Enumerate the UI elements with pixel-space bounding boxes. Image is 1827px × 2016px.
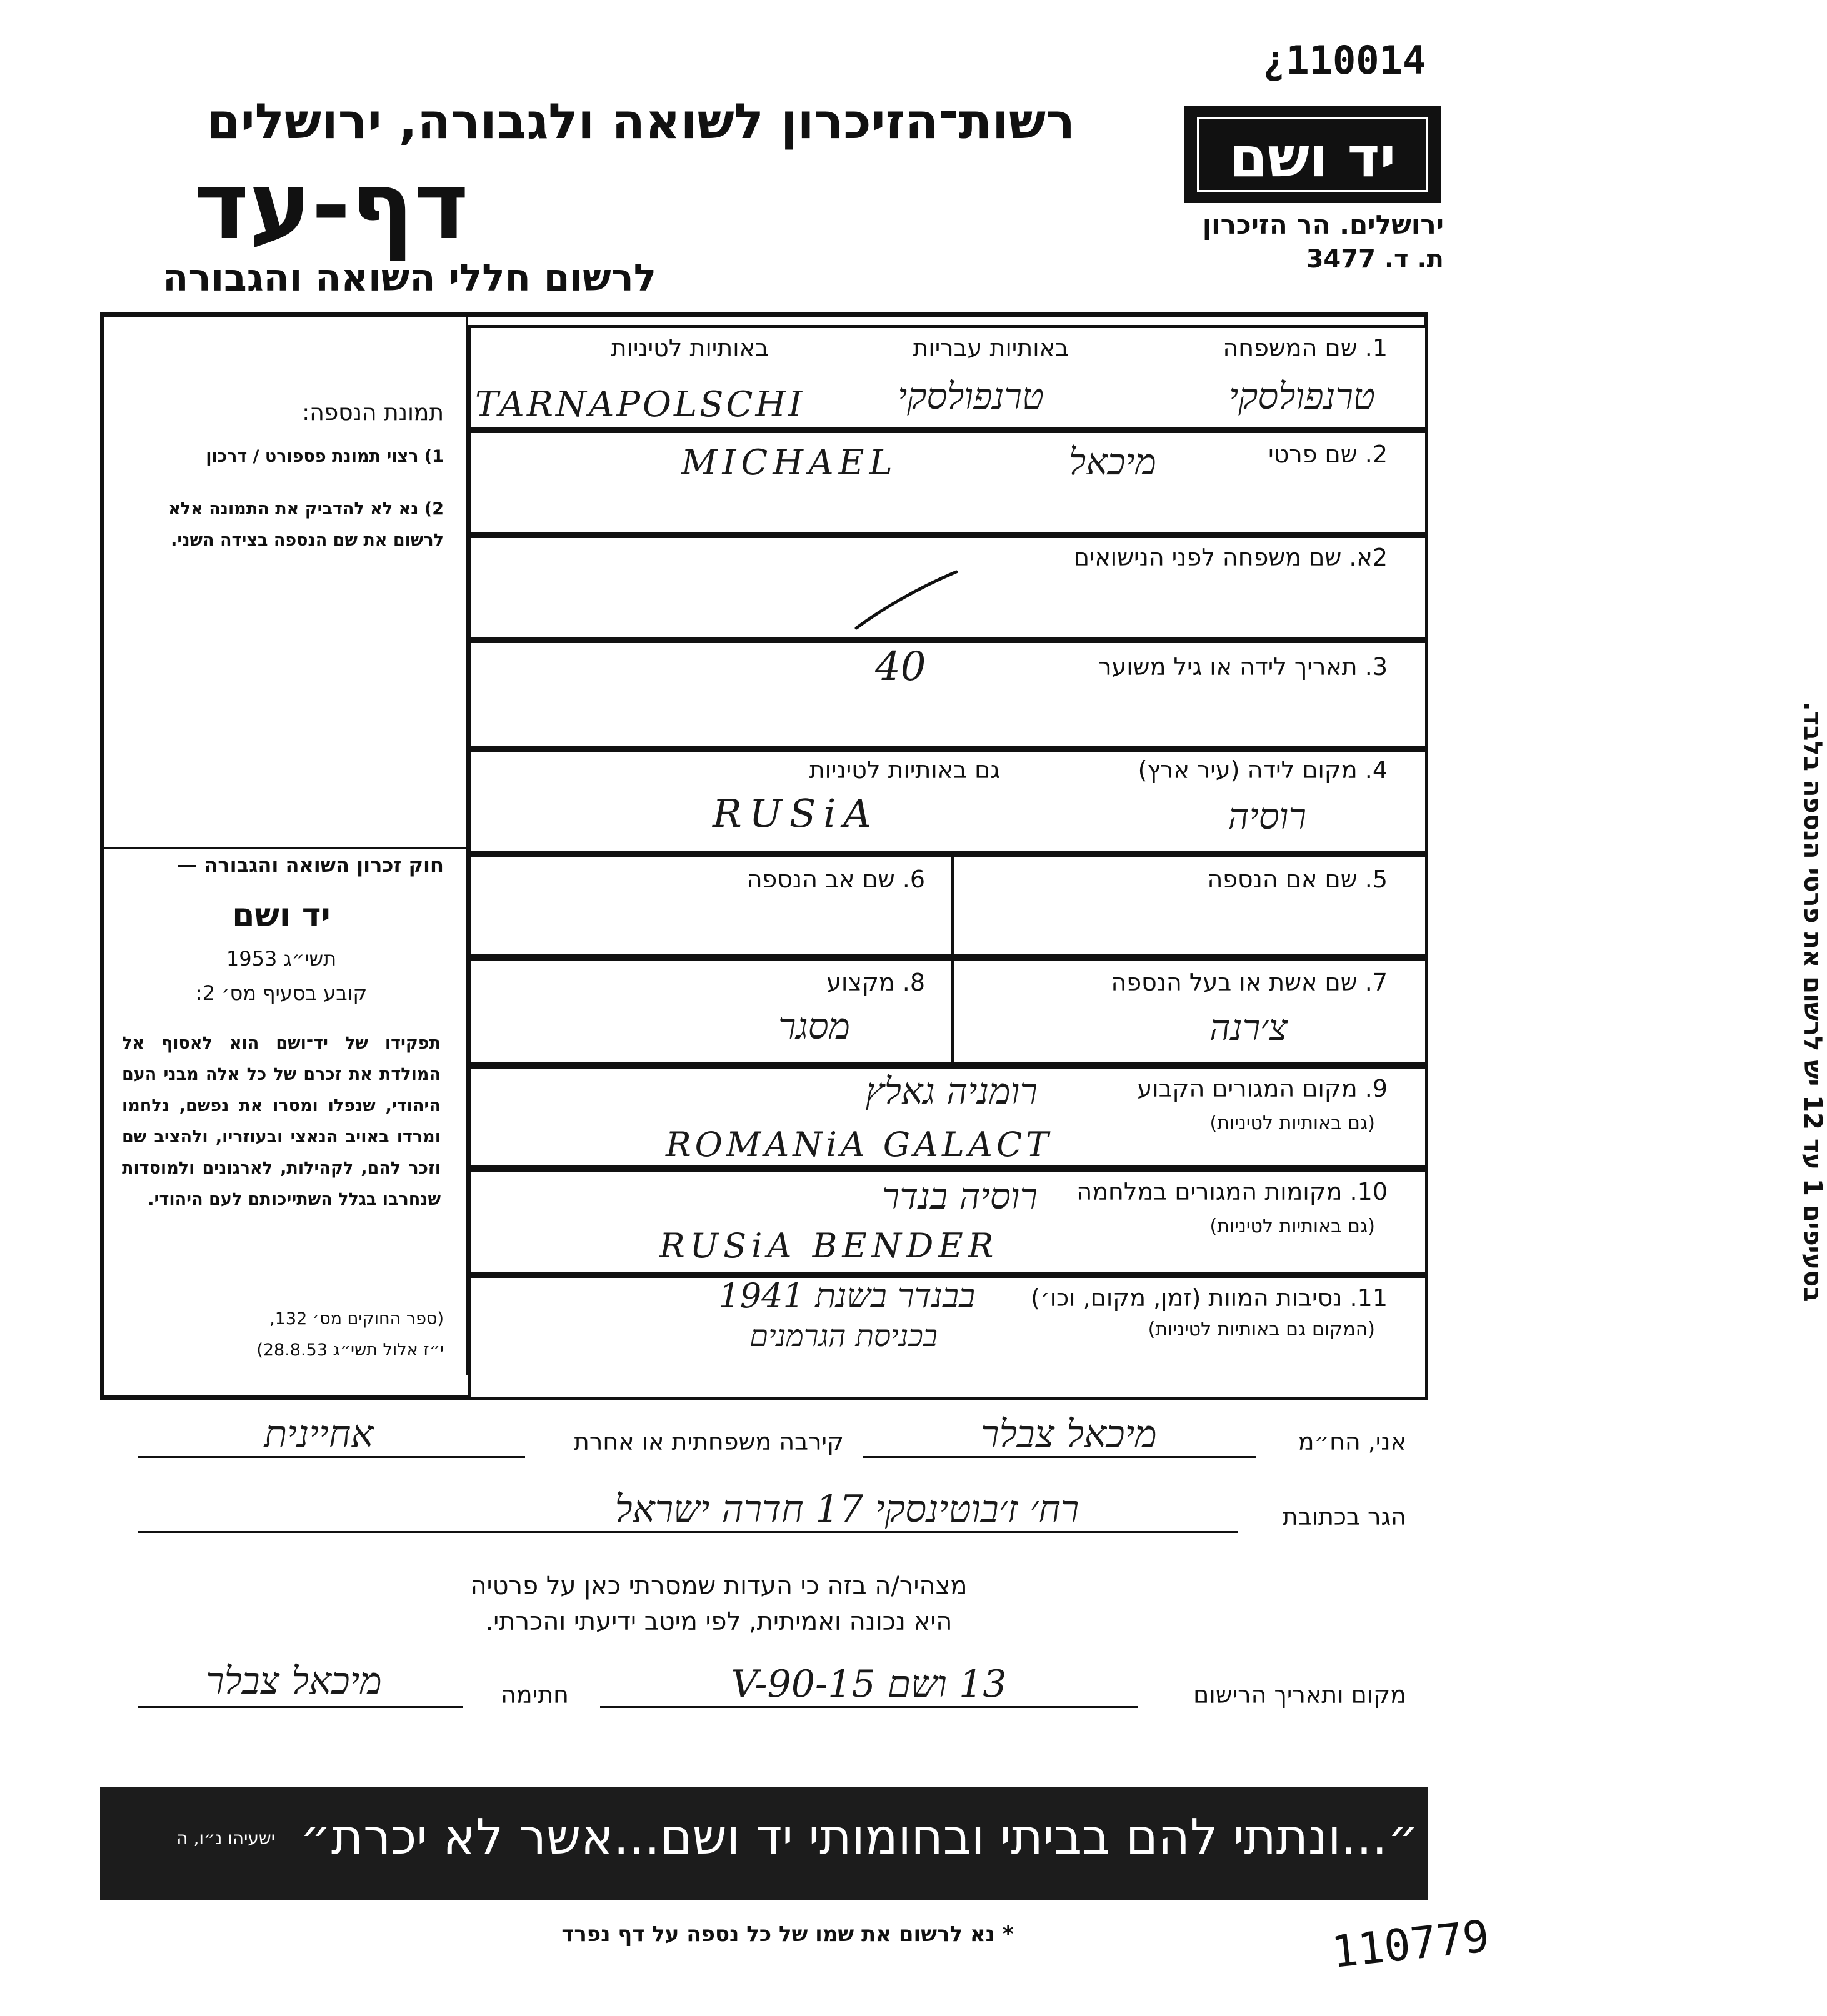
field-4-latin-value: RUSiA: [713, 791, 879, 836]
side-note: בסעיפים 1 עד 12 יש לרשום את פרטי הנספה בלבד.: [1798, 701, 1827, 1302]
document-number: ¿110014: [1263, 37, 1426, 83]
field-5-label: 5. שם אם הנספה: [1207, 866, 1388, 893]
field-1-hebrew-header: באותיות עבריות: [913, 334, 1069, 362]
field-1-label: 1. שם המשפחה: [1223, 334, 1388, 362]
law-box-ref-1: (ספר החוקים מס׳ 132,: [269, 1309, 444, 1329]
field-6-label: 6. שם אב הנספה: [746, 866, 925, 893]
statement-line-1: מצהיר/ה בזה כי העדות שמסרתי כאן על פרטיה: [470, 1572, 968, 1600]
field-11-value-line-1: בבנדר בשנת 1941: [718, 1276, 975, 1315]
left-column-separator: [100, 847, 468, 849]
address-value: רח׳ ז׳בוטינסקי 17 חדרה ישראל: [614, 1487, 1079, 1531]
statement-line-2: היא נכונה ואמיתית, לפי מיטב ידיעתי והכרתי.: [485, 1607, 953, 1636]
field-9-hebrew-value: רומניה גאלץ: [865, 1070, 1038, 1112]
relation-value: אחיינית: [264, 1412, 374, 1456]
signature-value: מיכאל צבלר: [206, 1659, 382, 1703]
field-3-value: 40: [875, 644, 926, 690]
field-2a-dash-mark: [850, 566, 963, 634]
place-date-line: [600, 1706, 1138, 1708]
field-9-sublabel: (גם באותיות לטיניות): [1209, 1112, 1375, 1134]
field-8-value: מסגר: [778, 1005, 850, 1047]
yad-vashem-logo: [1184, 106, 1441, 203]
place-date-label: מקום ותאריך הרישום: [1193, 1681, 1406, 1709]
field-11-value-line-2: בכניסת הגרמנים: [749, 1319, 938, 1354]
relation-line: [138, 1456, 525, 1458]
field-2-latin-value: MICHAEL: [681, 442, 898, 483]
field-10-sublabel: (גם באותיות לטיניות): [1209, 1215, 1375, 1237]
address-line-2: ת. ד. 3477: [1306, 245, 1444, 274]
form-subtitle: לרשום חללי השואה והגבורה: [163, 256, 656, 300]
declarant-name: מיכאל צבלר: [981, 1412, 1157, 1456]
declaration-i-label: אני, הח״מ: [1298, 1428, 1406, 1455]
law-box-name: יד ושם: [232, 897, 331, 934]
photo-box-item-1: 1) רצוי תמונת פספורט / דרכון: [206, 447, 444, 466]
field-1-latin-value: TARNAPOLSCHI: [475, 384, 805, 425]
field-9-label: 9. מקום המגורים הקבוע: [1137, 1075, 1388, 1102]
field-4-hebrew-value: רוסיה: [1228, 795, 1306, 837]
field-2-hebrew-value: מיכאל: [1069, 441, 1156, 483]
field-10-hebrew-value: רוסיה בנדר: [881, 1175, 1038, 1217]
signature-line: [138, 1706, 463, 1708]
logo-text: יד ושם: [1197, 117, 1428, 192]
field-7-label: 7. שם אשת או בעל הנספה: [1111, 969, 1388, 996]
signature-label: חתימה: [501, 1681, 569, 1709]
form-title: דף-עד: [194, 152, 469, 261]
relation-label: קירבה משפחתית או אחרת: [573, 1428, 844, 1455]
law-box-ref-2: י״ז אלול תשי״ג 28.8.53): [256, 1340, 444, 1360]
field-2a-label: 2א. שם משפחה לפני הנישואים: [1073, 544, 1388, 571]
address-line: [138, 1531, 1238, 1533]
banner-quote: ״...ונתתי להם בביתי ובחומותי יד ושם...אשר לא יכרת״: [299, 1809, 1419, 1865]
law-box-clause: קובע בסעיף מס׳ 2:: [195, 981, 368, 1005]
field-1-latin-header: באותיות לטיניות: [611, 334, 769, 362]
place-date-value: 13 ושם 15-V-90: [731, 1662, 1007, 1706]
photo-box-title: תמונת הנספה:: [302, 400, 444, 426]
field-11-sublabel: (המקום גם באותיות לטיניות): [1148, 1319, 1375, 1340]
field-9-latin-value: ROMANiA GALACT: [666, 1125, 1053, 1164]
field-11-label: 11. נסיבות המוות (זמן, מקום, וכו׳): [1031, 1284, 1388, 1312]
banner-source: ישעיהו נ״ו, ה: [176, 1828, 275, 1849]
field-8-label: 8. מקצוע: [826, 969, 925, 996]
organization-title: רשות־הזיכרון לשואה ולגבורה, ירושלים: [206, 94, 1075, 150]
field-10-label: 10. מקומות המגורים במלחמה: [1076, 1178, 1388, 1205]
declarant-name-line: [863, 1456, 1256, 1458]
field-3-label: 3. תאריך לידה או גיל משוער: [1098, 653, 1388, 681]
photo-box-item-2: 2) נא לא להדביק את התמונה אלא לרשום את שם הנספה בצידה השני.: [168, 499, 444, 550]
law-box-year: תשי״ג 1953: [226, 947, 337, 971]
field-5-6-divider: [951, 856, 954, 956]
field-4-label: 4. מקום לידה (עיר ארץ): [1138, 756, 1388, 784]
field-10-latin-value: RUSiA BENDER: [659, 1226, 999, 1265]
footer-note: * נא לרשום את שמו של כל נספה על דף נפרד: [561, 1922, 1014, 1947]
field-1-hebrew-value-2: טרנפולסקי: [898, 375, 1044, 417]
field-4-latin-header: גם באותיות לטיניות: [809, 756, 1000, 784]
field-1-hebrew-value: טרנפולסקי: [1229, 375, 1375, 417]
field-7-value: צ׳רנה: [1209, 1006, 1288, 1049]
field-2-label: 2. שם פרטי: [1268, 441, 1388, 468]
address-label: הגר בכתובת: [1282, 1503, 1406, 1530]
law-box-body: תפקידו של יד־ושם הוא לאסוף אל המולדת את זכרם של כל אלה מבני העם היהודי, שנפלו ומסרו את נפשם, נלחמו ומרדו באויב הנאצי ובעוזריו, ולהציב שם וזכר להם, לקהילות, לארגונים ולמוסדות שנחרבו בגלל השתייכותם לעם היהודי.: [122, 1034, 441, 1209]
law-box-title: חוק זכרון השואה והגבורה —: [177, 853, 444, 877]
address-line-1: ירושלים. הר הזיכרון: [1202, 209, 1444, 240]
archive-stamp-number: 110779: [1329, 1910, 1492, 1978]
field-7-8-divider: [951, 959, 954, 1064]
